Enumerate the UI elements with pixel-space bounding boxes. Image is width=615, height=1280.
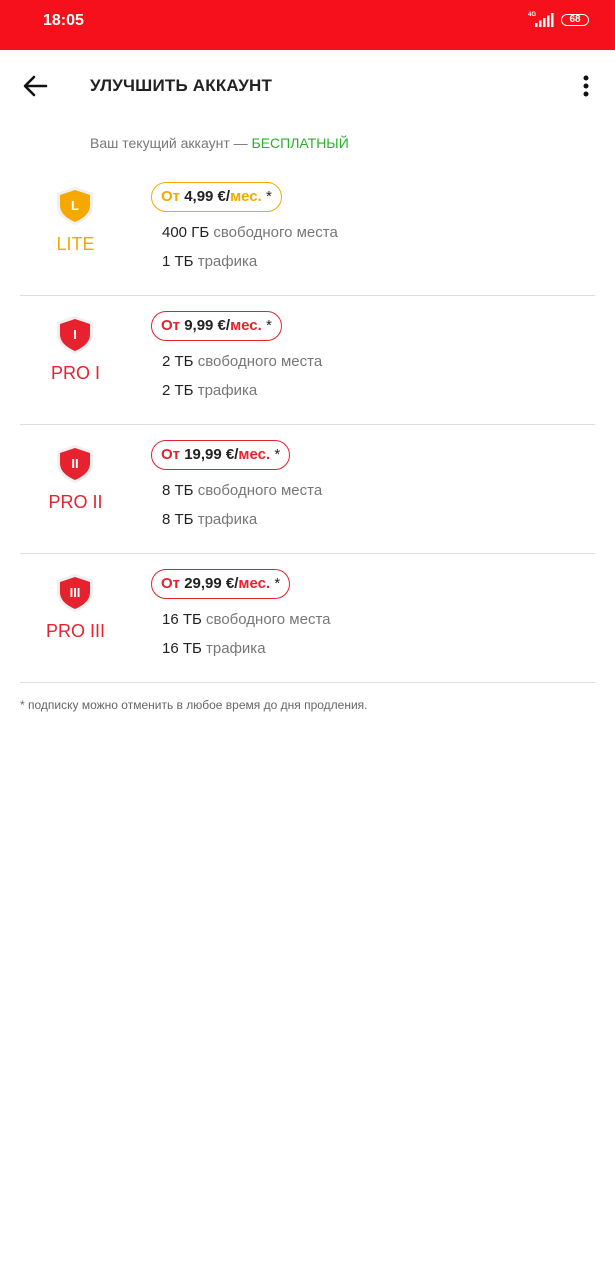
storage-value: 2 ТБ	[162, 353, 194, 370]
storage-value: 400 ГБ	[162, 224, 210, 241]
price-amount: 9,99 €/	[184, 317, 231, 334]
price-asterisk: *	[270, 575, 281, 592]
price-from: От	[161, 446, 181, 463]
traffic-value: 2 ТБ	[162, 382, 194, 399]
current-account-info	[90, 135, 349, 151]
shield-letter: I	[73, 327, 77, 342]
price-from: От	[161, 317, 181, 334]
traffic-feature	[162, 382, 257, 399]
plan-name: PRO II	[48, 492, 103, 512]
pro-3-shield-icon	[56, 573, 94, 613]
price-from: От	[161, 575, 181, 592]
traffic-label: трафика	[206, 640, 266, 657]
price-asterisk: *	[270, 446, 281, 463]
traffic-feature	[162, 640, 266, 657]
traffic-label: трафика	[197, 253, 258, 270]
storage-label: свободного места	[197, 482, 323, 499]
price-period: мес.	[230, 317, 262, 334]
pro-1-shield-icon	[56, 315, 94, 355]
status-time: 18:05	[43, 12, 84, 29]
status-bar	[0, 0, 615, 50]
current-account-prefix: Ваш текущий аккаунт —	[90, 135, 248, 151]
shield-letter: II	[71, 456, 79, 471]
price-badge[interactable]	[151, 182, 282, 212]
price-asterisk: *	[261, 188, 272, 205]
shield-letter: III	[69, 585, 81, 600]
price-badge[interactable]	[151, 311, 282, 341]
lite-shield-icon	[56, 186, 94, 226]
storage-value: 8 ТБ	[162, 482, 194, 499]
storage-feature	[162, 482, 322, 499]
price-badge[interactable]	[151, 569, 290, 599]
price-period: мес.	[230, 188, 262, 205]
plan-row-pro-3[interactable]	[20, 553, 595, 683]
storage-label: свободного места	[213, 224, 338, 241]
traffic-label: трафика	[197, 382, 258, 399]
plan-name: LITE	[56, 234, 95, 254]
plan-name: PRO III	[45, 621, 105, 641]
plan-row-lite[interactable]	[20, 166, 595, 296]
price-amount: 19,99 €/	[184, 446, 239, 463]
storage-feature	[162, 224, 338, 241]
traffic-value: 8 ТБ	[162, 511, 194, 528]
traffic-feature	[162, 253, 257, 270]
plan-row-pro-2[interactable]	[20, 424, 595, 554]
storage-label: свободного места	[206, 611, 331, 628]
app-bar	[0, 50, 615, 122]
price-amount: 29,99 €/	[184, 575, 239, 592]
price-period: мес.	[238, 575, 271, 592]
price-badge[interactable]	[151, 440, 290, 470]
plan-name: PRO I	[50, 363, 100, 383]
traffic-feature	[162, 511, 257, 528]
storage-feature	[162, 353, 322, 370]
current-account-plan: БЕСПЛАТНЫЙ	[251, 135, 349, 151]
plan-row-pro-1[interactable]	[20, 295, 595, 425]
pro-2-shield-icon	[56, 444, 94, 484]
traffic-value: 16 ТБ	[162, 640, 202, 657]
shield-letter: L	[71, 198, 79, 213]
more-options-icon[interactable]	[574, 74, 598, 98]
storage-value: 16 ТБ	[162, 611, 202, 628]
traffic-label: трафика	[197, 511, 258, 528]
back-arrow-icon[interactable]	[20, 74, 50, 98]
traffic-value: 1 ТБ	[162, 253, 194, 270]
network-type-label: 4G	[528, 12, 537, 18]
price-period: мес.	[238, 446, 271, 463]
page-title: УЛУЧШИТЬ АККАУНТ	[90, 76, 273, 95]
storage-feature	[162, 611, 331, 628]
battery-icon: 68	[561, 14, 589, 26]
storage-label: свободного места	[197, 353, 323, 370]
cancellation-footnote: * подписку можно отменить в любое время до дня продления.	[20, 698, 368, 712]
signal-icon	[535, 13, 555, 27]
price-from: От	[161, 188, 181, 205]
price-asterisk: *	[261, 317, 272, 334]
price-amount: 4,99 €/	[184, 188, 231, 205]
